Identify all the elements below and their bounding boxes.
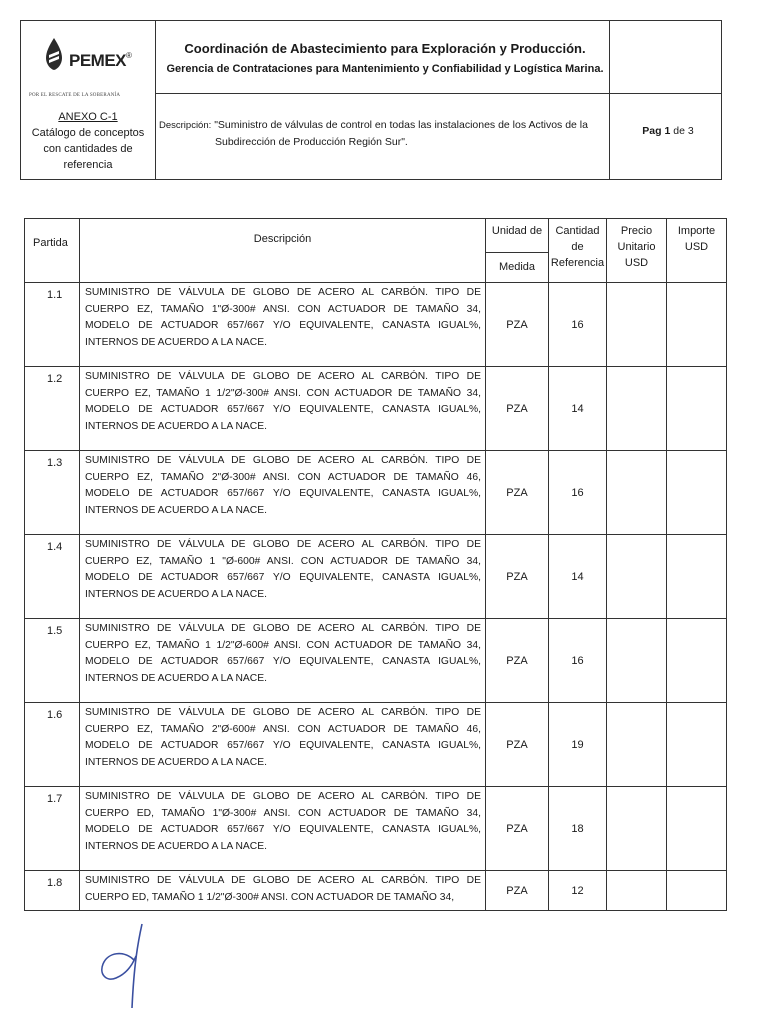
cell-precio [607,787,667,871]
description-text-line1: "Suministro de válvulas de control en todas las instalaciones de los Activos de la [214,119,588,131]
cell-cantidad: 16 [549,283,607,367]
table-row [25,535,727,619]
annex-code: ANEXO C-1 [58,111,118,123]
cell-importe [667,451,727,535]
cell-unidad: PZA [486,871,549,911]
table-row [25,703,727,787]
cell-importe [667,535,727,619]
cell-descripcion: SUMINISTRO DE VÁLVULA DE GLOBO DE ACERO AL CARBÓN. TIPO DE CUERPO EZ, TAMAÑO 1 1/2"Ø-600# ANSI. CON ACTUADOR DE TAMAÑO 34, MODELO DE ACTUADOR 657/667 Y/O EQUIVALENTE, CANASTA IGUAL%, INTERNOS DE ACUERDO A LA NACE. [80,619,486,703]
table-row [25,367,727,451]
handwritten-signature [98,920,154,1012]
cell-cantidad: 16 [549,451,607,535]
cell-cantidad: 19 [549,703,607,787]
cell-partida: 1.6 [25,703,80,787]
cell-importe [667,367,727,451]
cell-partida: 1.3 [25,451,80,535]
cell-precio [607,283,667,367]
cell-precio [607,535,667,619]
cell-precio [607,619,667,703]
cell-importe [667,703,727,787]
cell-partida: 1.5 [25,619,80,703]
cell-importe [667,619,727,703]
description-label: Descripción: [159,120,212,131]
cell-descripcion: SUMINISTRO DE VÁLVULA DE GLOBO DE ACERO AL CARBÓN. TIPO DE CUERPO ED, TAMAÑO 1"Ø-300# ANSI. CON ACTUADOR DE TAMAÑO 34, MODELO DE ACTUADOR 657/667 Y/O EQUIVALENTE, CANASTA IGUAL%, INTERNOS DE ACUERDO A LA NACE. [80,787,486,871]
table-header-row [25,219,727,253]
table-row [25,451,727,535]
cell-descripcion: SUMINISTRO DE VÁLVULA DE GLOBO DE ACERO AL CARBÓN. TIPO DE CUERPO ED, TAMAÑO 1 1/2"Ø-300# ANSI. CON ACTUADOR DE TAMAÑO 34, [80,871,486,911]
cell-unidad: PZA [486,787,549,871]
description-text-line2: Subdirección de Producción Región Sur". [215,136,408,148]
cell-unidad: PZA [486,619,549,703]
column-header-medida: Medida [486,253,549,283]
annex-line: Catálogo de conceptos [31,127,145,139]
cell-cantidad: 14 [549,367,607,451]
page-label: Pag [642,125,662,137]
header-divider [155,93,721,94]
logo-wordmark: PEMEX® [69,51,132,70]
column-header-descripcion: Descripción [80,219,486,283]
cell-unidad: PZA [486,451,549,535]
cell-cantidad: 14 [549,535,607,619]
cell-unidad: PZA [486,283,549,367]
cell-partida: 1.1 [25,283,80,367]
column-header-precio: Precio Unitario USD [607,219,667,283]
table-row [25,283,727,367]
cell-descripcion: SUMINISTRO DE VÁLVULA DE GLOBO DE ACERO AL CARBÓN. TIPO DE CUERPO EZ, TAMAÑO 2"Ø-300# ANSI. CON ACTUADOR DE TAMAÑO 46, MODELO DE ACTUADOR 657/667 Y/O EQUIVALENTE, CANASTA IGUAL%, INTERNOS DE ACUERDO A LA NACE. [80,451,486,535]
page-total: de 3 [673,125,694,137]
table-row [25,619,727,703]
cell-precio [607,451,667,535]
pemex-eagle-icon [43,37,65,71]
document-description [159,117,589,150]
page-number: 1 [664,125,671,137]
annex-line: referencia [63,159,113,171]
cell-unidad: PZA [486,367,549,451]
cell-partida: 1.8 [25,871,80,911]
column-header-importe: Importe USD [667,219,727,283]
annex-line: con cantidades de [43,143,133,155]
cell-unidad: PZA [486,703,549,787]
cell-unidad: PZA [486,535,549,619]
document-title: Coordinación de Abastecimiento para Exploración y Producción. [184,41,586,56]
table-row [25,871,727,911]
column-header-unidad: Unidad de [486,219,549,253]
cell-precio [607,367,667,451]
cell-partida: 1.4 [25,535,80,619]
cell-cantidad: 18 [549,787,607,871]
cell-importe [667,283,727,367]
cell-descripcion: SUMINISTRO DE VÁLVULA DE GLOBO DE ACERO AL CARBÓN. TIPO DE CUERPO EZ, TAMAÑO 2"Ø-600# ANSI. CON ACTUADOR DE TAMAÑO 46, MODELO DE ACTUADOR 657/667 Y/O EQUIVALENTE, CANASTA IGUAL%, INTERNOS DE ACUERDO A LA NACE. [80,703,486,787]
cell-descripcion: SUMINISTRO DE VÁLVULA DE GLOBO DE ACERO AL CARBÓN. TIPO DE CUERPO EZ, TAMAÑO 1 "Ø-600# ANSI. CON ACTUADOR DE TAMAÑO 34, MODELO DE ACTUADOR 657/667 Y/O EQUIVALENTE, CANASTA IGUAL%, INTERNOS DE ACUERDO A LA NACE. [80,535,486,619]
cell-descripcion: SUMINISTRO DE VÁLVULA DE GLOBO DE ACERO AL CARBÓN. TIPO DE CUERPO EZ, TAMAÑO 1 1/2"Ø-300# ANSI. CON ACTUADOR DE TAMAÑO 34, MODELO DE ACTUADOR 657/667 Y/O EQUIVALENTE, CANASTA IGUAL%, INTERNOS DE ACUERDO A LA NACE. [80,367,486,451]
annex-block [21,109,155,173]
cell-precio [607,703,667,787]
cell-cantidad: 16 [549,619,607,703]
column-header-partida: Partida [25,219,80,283]
cell-partida: 1.2 [25,367,80,451]
pemex-logo [21,21,155,96]
page-indicator [615,125,721,137]
cell-importe [667,787,727,871]
cell-partida: 1.7 [25,787,80,871]
logo-slogan: POR EL RESCATE DE LA SOBERANÍA [29,93,121,98]
column-header-cantidad: Cantidad de Referencia [549,219,607,283]
cell-descripcion: SUMINISTRO DE VÁLVULA DE GLOBO DE ACERO AL CARBÓN. TIPO DE CUERPO EZ, TAMAÑO 1"Ø-300# ANSI. CON ACTUADOR DE TAMAÑO 34, MODELO DE ACTUADOR 657/667 Y/O EQUIVALENTE, CANASTA IGUAL%, INTERNOS DE ACUERDO A LA NACE. [80,283,486,367]
table-row [25,787,727,871]
cell-cantidad: 12 [549,871,607,911]
cell-importe [667,871,727,911]
document-subtitle: Gerencia de Contrataciones para Mantenimiento y Confiabilidad y Logística Marina. [166,63,604,75]
cell-precio [607,871,667,911]
document-header [20,20,722,180]
concepts-table [24,218,727,911]
